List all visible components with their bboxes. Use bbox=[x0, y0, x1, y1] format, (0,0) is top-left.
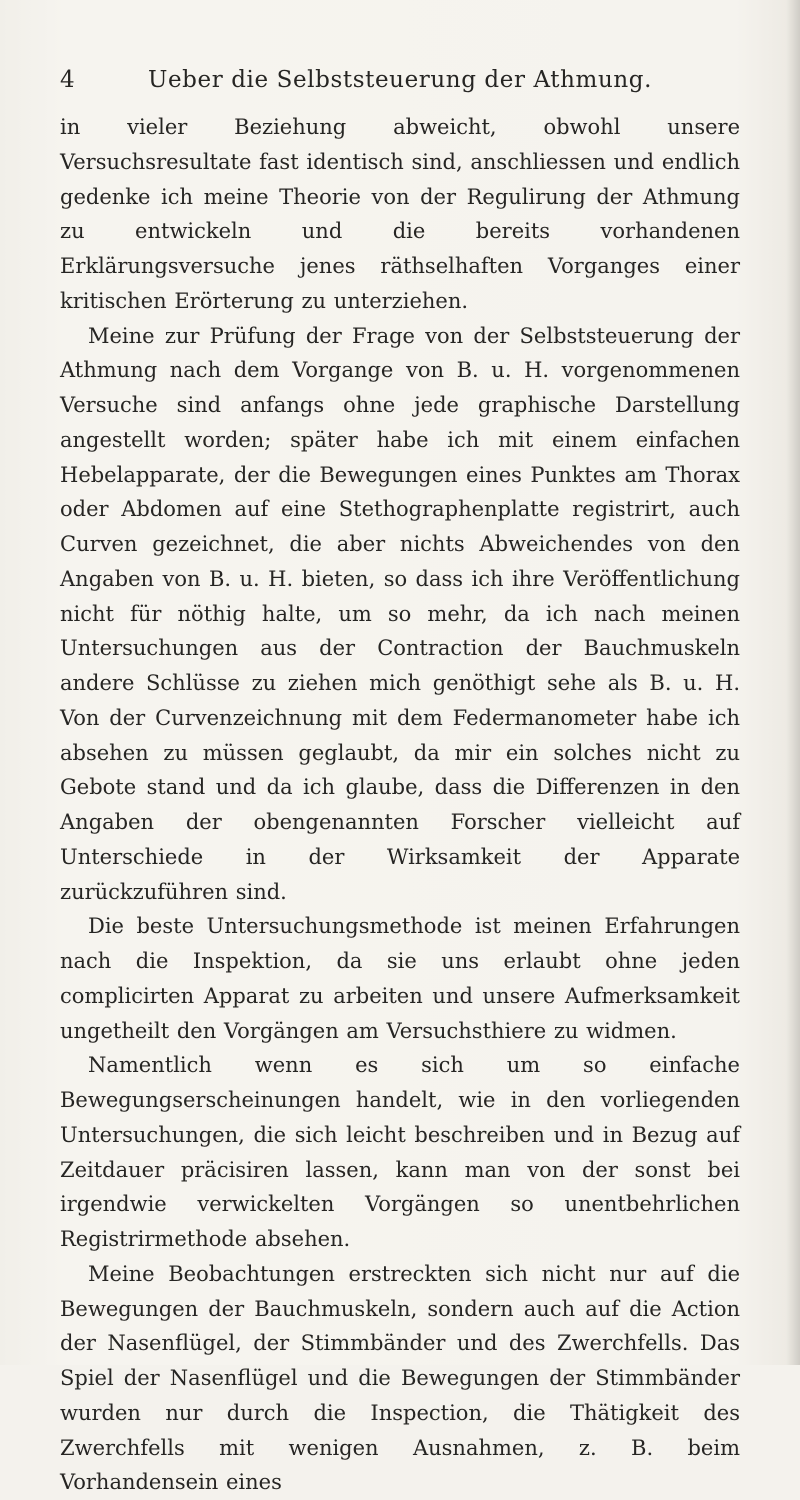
running-head: Ueber die Selbststeuerung der Athmung. bbox=[147, 67, 653, 93]
paragraph: Namentlich wenn es sich um so einfache Bewegungserscheinungen handelt, wie in den vorliegenden Untersuchungen, die sich leicht beschreiben und in Bezug auf Zeitdauer präcisiren lassen, kann man von der sonst bei irgendwie verwickelten Vorgängen so unentbehrlichen Registrirmethode absehen. bbox=[60, 1053, 740, 1251]
page-number: 4 bbox=[60, 67, 75, 93]
page-edge-shadow bbox=[786, 0, 800, 1365]
paragraph-continued: in vieler Beziehung abweicht, obwohl unsere Versuchsresultate fast identisch sind, anschliessen und endlich gedenke ich meine Theorie von der Regulirung der Athmung zu entwickeln und die bereits vorhandenen Erklärungsversuche jenes räthselhaften Vorganges einer kritischen Erörterung zu unterziehen. bbox=[60, 115, 740, 313]
paragraph: Meine zur Prüfung der Frage von der Selbststeuerung der Athmung nach dem Vorgange von B. u. H. vorgenommenen Versuche sind anfangs ohne jede graphische Darstellung angestellt worden; später habe ich mit einem einfachen Hebelapparate, der die Bewegungen eines Punktes am Thorax oder Abdomen auf eine Stethographenplatte registrirt, auch Curven gezeichnet, die aber nichts Abweichendes von den Angaben von B. u. H. bieten, so dass ich ihre Veröffentlichung nicht für nöthig halte, um so mehr, da ich nach meinen Untersuchungen aus der Contraction der Bauchmuskeln andere Schlüsse zu ziehen mich genöthigt sehe als B. u. H. Von der Curvenzeichnung mit dem Federmanometer habe ich absehen zu müssen geglaubt, da mir ein solches nicht zu Gebote stand und da ich glaube, dass die Differenzen in den Angaben der obengenannten Forscher vielleicht auf Unterschiede in der Wirksamkeit der Apparate zurückzuführen sind. bbox=[60, 323, 740, 904]
body-text bbox=[60, 110, 740, 1500]
paragraph: Die beste Untersuchungsmethode ist meinen Erfahrungen nach die Inspektion, da sie uns erlaubt ohne jeden complicirten Apparat zu arbeiten und unsere Aufmerksamkeit ungetheilt den Vorgängen am Versuchsthiere zu widmen. bbox=[60, 914, 740, 1043]
paragraph: Meine Beobachtungen erstreckten sich nicht nur auf die Bewegungen der Bauchmuskeln, sondern auch auf die Action der Nasenflügel, der Stimmbänder und des Zwerchfells. Das Spiel der Nasenflügel und die Bewegungen der Stimmbänder wurden nur durch die Inspection, die Thätigkeit des Zwerchfells mit wenigen Ausnahmen, z. B. beim Vorhandensein eines bbox=[60, 1261, 740, 1495]
page-header bbox=[60, 62, 740, 98]
